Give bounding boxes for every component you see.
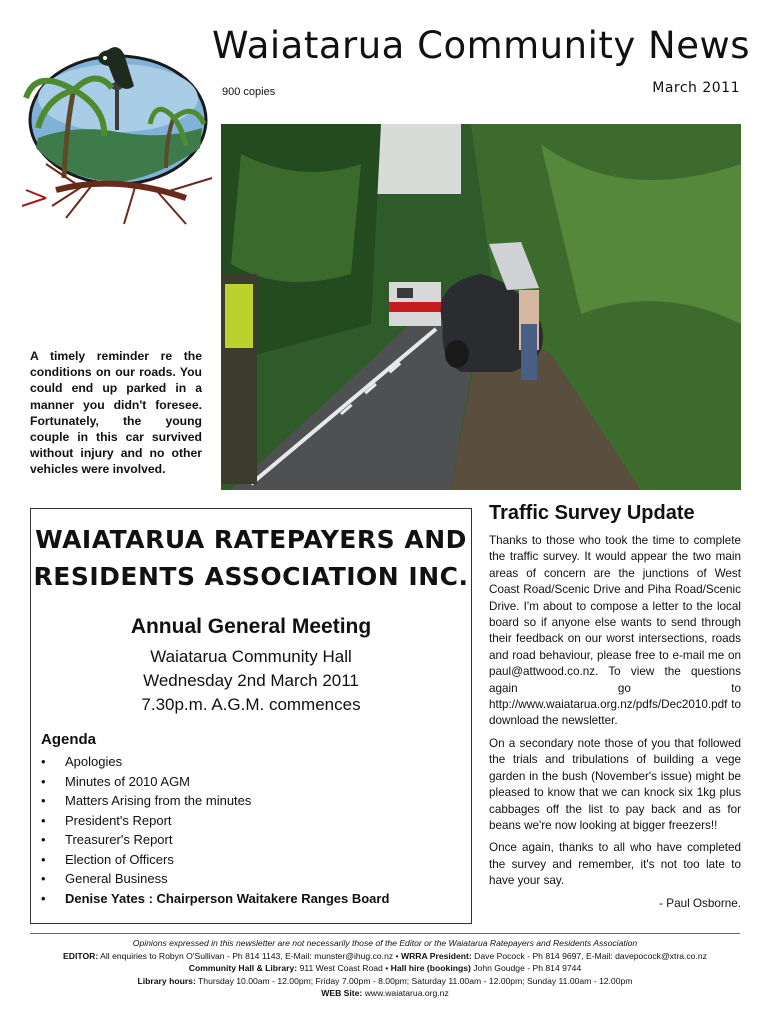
article-title: Traffic Survey Update <box>489 502 695 524</box>
association-name <box>31 521 471 595</box>
agenda-item: • Matters Arising from the minutes <box>39 791 389 811</box>
footer <box>20 937 750 1000</box>
agm-notice-box <box>30 508 472 924</box>
article-signature: - Paul Osborne. <box>659 896 741 910</box>
agm-venue: Waiatarua Community Hall <box>150 647 352 666</box>
newsletter-title: Waiatarua Community News <box>212 24 751 67</box>
footer-disclaimer: Opinions expressed in this newsletter are not necessarily those of the Editor or the Waiatarua Ratepayers and Residents Association <box>132 938 638 948</box>
association-name-line: RESIDENTS ASSOCIATION INC. <box>33 562 469 591</box>
footer-web-line <box>20 987 750 1000</box>
agm-time: 7.30p.m. A.G.M. commences <box>141 695 361 714</box>
agenda-heading: Agenda <box>41 731 97 748</box>
agenda-item-guest-speaker: • Denise Yates : Chairperson Waitakere Ranges Board <box>39 889 389 909</box>
agenda-item: • General Business <box>39 869 389 889</box>
community-logo-icon <box>16 28 216 228</box>
association-name-line: WAIATARUA RATEPAYERS AND <box>35 525 467 554</box>
editor-label: EDITOR: <box>63 950 99 961</box>
road-accident-photo-icon <box>221 124 741 490</box>
footer-library-line <box>20 975 750 988</box>
agenda-item: • Minutes of 2010 AGM <box>39 772 389 792</box>
hall-label: Community Hall & Library: <box>188 963 298 974</box>
agm-heading: Annual General Meeting <box>130 615 372 638</box>
photo-caption: A timely reminder re the conditions on our roads. You could end up parked in a manner you didn't foresee. Fortunately, the young couple in this car survived without injury and no other vehicles were involved. <box>30 349 202 477</box>
agenda-item: • Apologies <box>39 752 389 772</box>
hall-hire-contact: John Goudge - Ph 814 9744 <box>473 963 582 974</box>
print-run-count: 900 copies <box>222 86 276 98</box>
agenda-list <box>39 752 389 908</box>
agenda-item: • Treasurer's Report <box>39 830 389 850</box>
library-hours-label: Library hours: <box>137 975 196 986</box>
article-paragraph: On a secondary note those of you that followed the trials and tribulations of building a vege garden in the bush (November's issue) might be pleased to know that we can knock six 1kg plus cabbages off the list to pay back and as for beans we're now looking at bigger freezers!! <box>489 736 741 832</box>
editor-contact: All enquiries to Robyn O'Sullivan - Ph 814 1143, E-Mail: munster@ihug.co.nz <box>100 950 394 961</box>
agenda-item: • Election of Officers <box>39 850 389 870</box>
footer-hall-line <box>20 962 750 975</box>
library-hours: Thursday 10.00am - 12.00pm; Friday 7.00pm - 8.00pm; Saturday 11.00am - 12.00pm; Sunday 11.00am - 12.00pm <box>198 975 633 986</box>
issue-date: March 2011 <box>652 80 740 96</box>
article-paragraph: Once again, thanks to all who have completed the survey and remember, it's not too late to have your say. <box>489 841 741 888</box>
website-label: WEB Site: <box>321 988 363 999</box>
president-contact: Dave Pocock - Ph 814 9697, E-Mail: davepocock@xtra.co.nz <box>474 950 707 961</box>
president-label: WRRA President: <box>400 950 472 961</box>
agenda-item: • President's Report <box>39 811 389 831</box>
hall-hire-label: Hall hire (bookings) <box>390 963 471 974</box>
website-link[interactable]: www.waiatarua.org.nz <box>364 988 449 999</box>
article-body <box>489 533 741 912</box>
footer-divider <box>30 933 740 934</box>
agm-date: Wednesday 2nd March 2011 <box>143 671 359 690</box>
hall-address: 911 West Coast Road <box>299 963 383 974</box>
footer-separator: • <box>395 950 399 961</box>
article-paragraph: Thanks to those who took the time to complete the traffic survey. It would appear the two main areas of concern are the junctions of West Coast Road/Scenic Drive and Piha Road/Scenic Drive. I'm about to compose a letter to the local board so if anyone else wants to send through their feedback on our worst intersections, roads and road behaviour, please free to e-mail me on paul@attwood.co.nz. To view the questions again go to http://www.waiatarua.org.nz/pdfs/Dec2010.pdf to download the newsletter. <box>489 534 741 728</box>
footer-separator: • <box>385 963 389 974</box>
footer-contacts-line <box>20 950 750 963</box>
